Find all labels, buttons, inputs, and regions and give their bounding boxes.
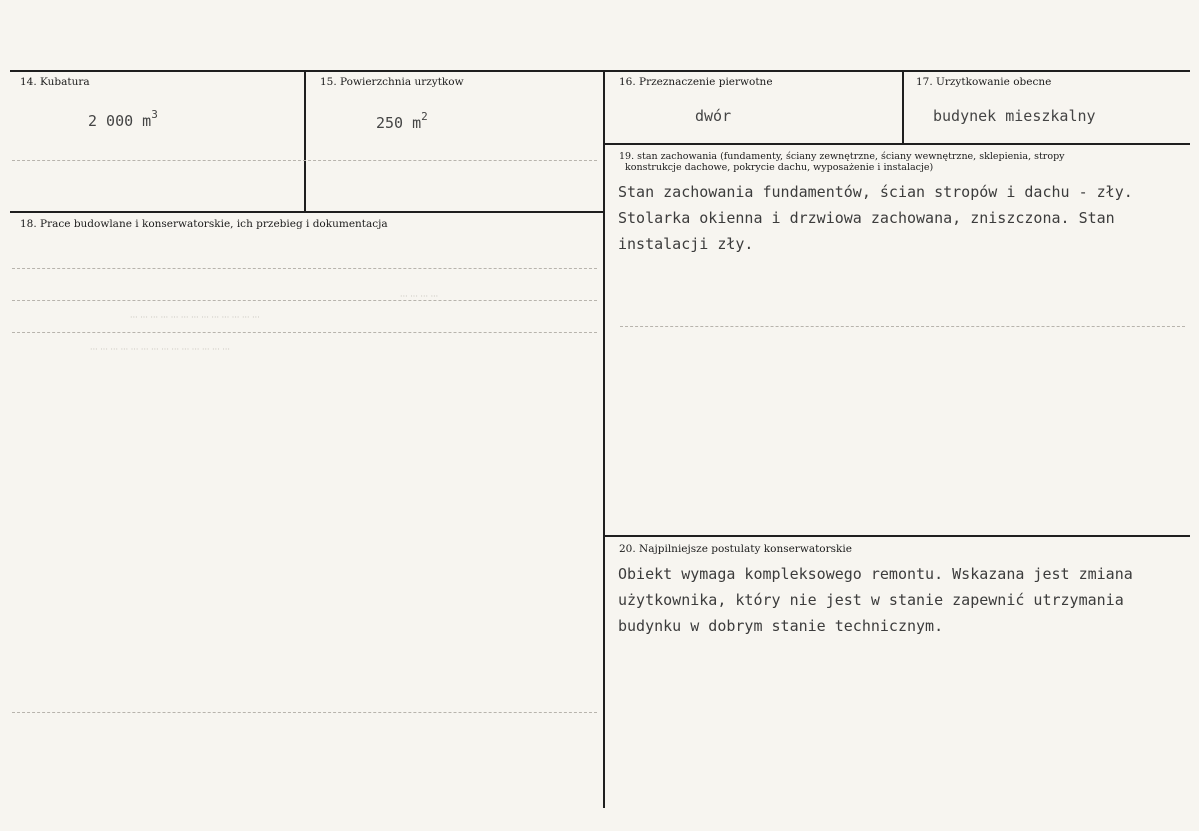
center-divider [603, 71, 605, 808]
field-19-text: Stan zachowania fundamentów, ścian stropów i dachu - zły. Stolarka okienna i drzwiowa zachowana, zniszczona. Stan instalacji zły. [618, 183, 1133, 253]
field-15-value [376, 110, 428, 132]
field-20-text: Obiekt wymaga kompleksowego remontu. Wskazana jest zmiana użytkownika, który nie jest w stanie zapewnić utrzymania budynku w dobrym stanie technicznym. [618, 565, 1133, 635]
field-14-label: 14. Kubatura [20, 76, 90, 88]
field-19-label-line1: 19. stan zachowania (fundamenty, ściany zewnętrzne, ściany wewnętrzne, sklepienia, stropy [619, 151, 1065, 162]
top-rule [10, 70, 1190, 72]
bleed-through-mark: ··· ··· ··· ··· ··· ··· ··· ··· ··· ··· ··· ··· ··· [130, 313, 260, 322]
rule-under-16-17 [604, 143, 1190, 145]
bleed-through-mark: ··· ··· ··· ··· ··· ··· ··· ··· ··· ··· ··· ··· ··· ··· [90, 345, 230, 354]
field-15-label: 15. Powierzchnia urzytkow [320, 76, 464, 88]
field-14-value [88, 108, 158, 130]
guide-line [12, 712, 597, 713]
powierzchnia-exponent: 2 [421, 110, 428, 123]
kubatura-exponent: 3 [151, 108, 158, 121]
field-17-value: budynek mieszkalny [933, 107, 1096, 125]
powierzchnia-value: 250 m [376, 114, 422, 132]
field-16-value: dwór [695, 107, 732, 125]
field-20-label: 20. Najpilniejsze postulaty konserwatorskie [619, 543, 852, 555]
guide-line [620, 326, 1185, 327]
guide-line [12, 160, 597, 161]
field-16-label: 16. Przeznaczenie pierwotne [619, 76, 773, 88]
divider-16-17 [902, 71, 904, 143]
field-17-label: 17. Urzytkowanie obecne [916, 76, 1052, 88]
divider-14-15 [304, 71, 306, 212]
bleed-through-mark: ··· ··· ··· ··· [400, 292, 439, 301]
rule-under-14-15 [10, 211, 604, 213]
kubatura-value: 2 000 m [88, 112, 152, 130]
field-19-label-line2: konstrukcje dachowe, pokrycie dachu, wyposażenie i instalacje) [625, 162, 934, 173]
guide-line [12, 300, 597, 301]
guide-line [12, 268, 597, 269]
rule-above-20 [604, 535, 1190, 537]
guide-line [12, 332, 597, 333]
field-18-label: 18. Prace budowlane i konserwatorskie, ich przebieg i dokumentacja [20, 218, 388, 230]
